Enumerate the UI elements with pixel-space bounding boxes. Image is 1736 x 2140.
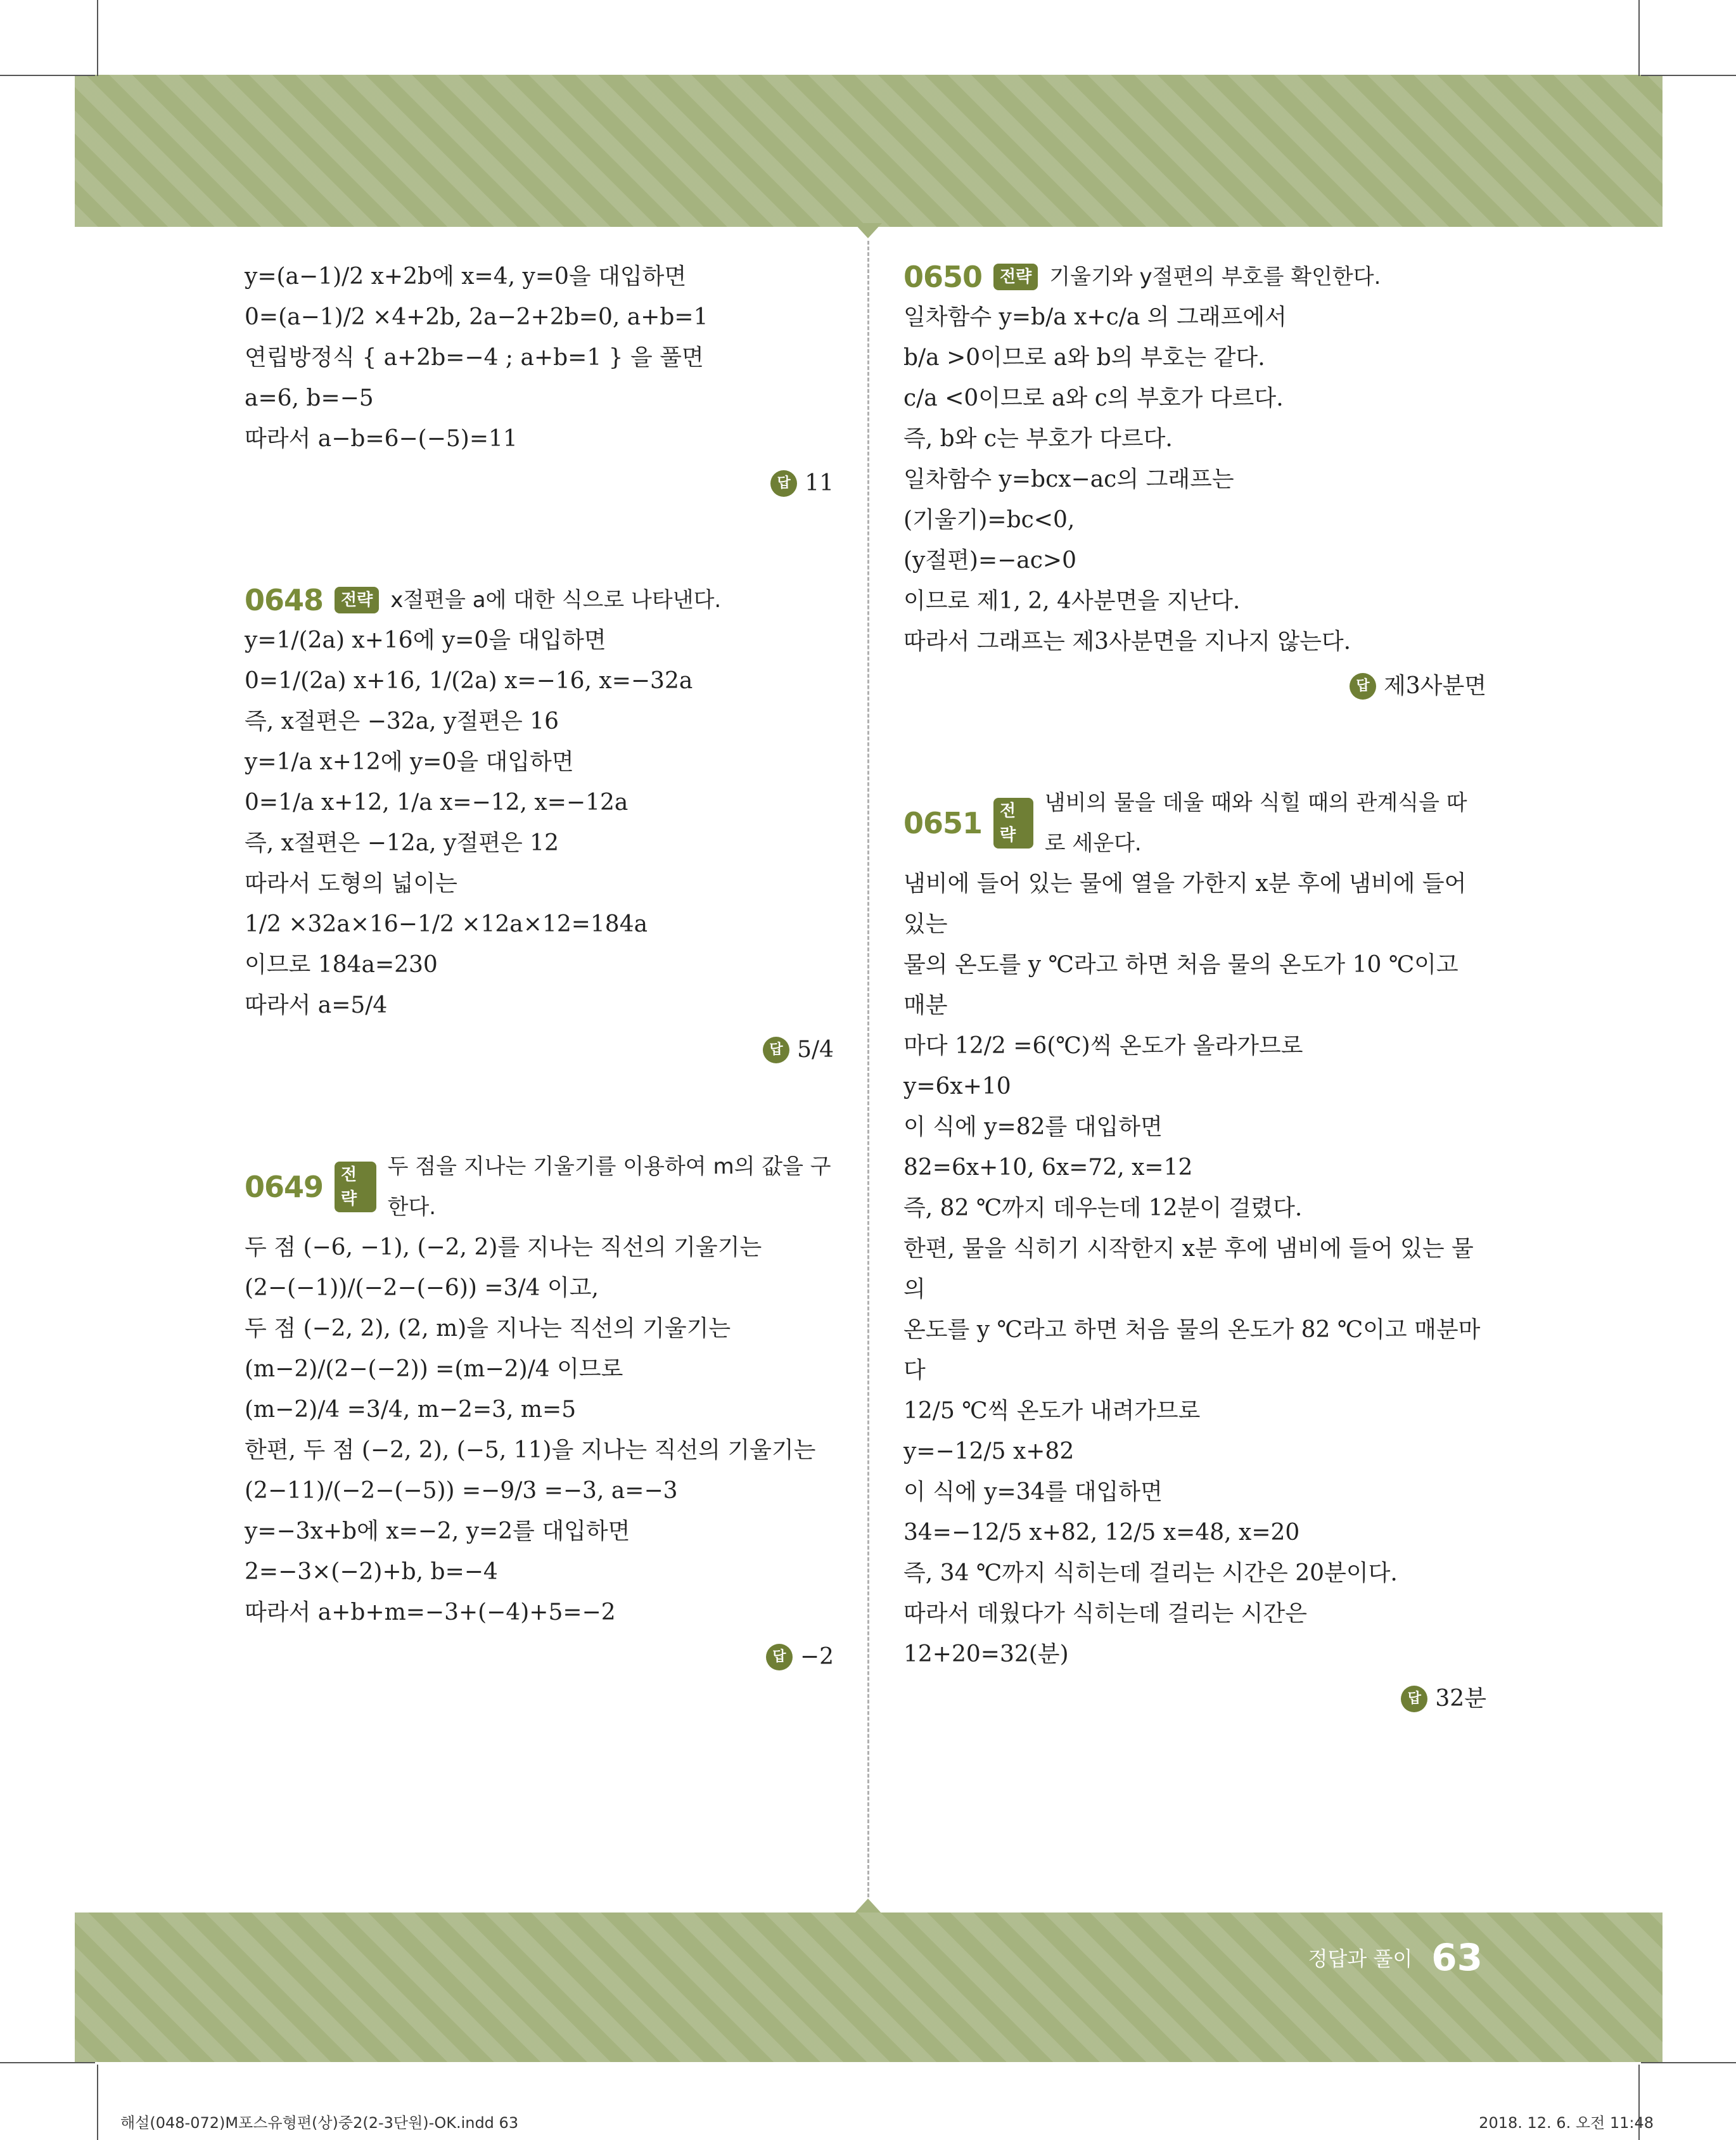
solution-line: 0=1/a x+12, 1/a x=−12, x=−12a	[245, 790, 629, 816]
solution-line: y=6x+10	[903, 1073, 1011, 1099]
solution-line: 한편, 두 점 (−2, 2), (−5, 11)을 지나는 직선의 기울기는	[245, 1437, 816, 1463]
problem-header	[245, 580, 834, 620]
header-notch	[854, 223, 882, 238]
solution-line: (y절편)=−ac>0	[903, 548, 1077, 573]
problem-number: 0650	[903, 260, 983, 294]
footer-notch	[854, 1899, 882, 1914]
solution-line: 82=6x+10, 6x=72, x=12	[903, 1155, 1193, 1181]
problem-0650	[903, 257, 1486, 707]
crop-mark	[1641, 2062, 1736, 2063]
answer-row	[245, 463, 834, 504]
problem-number: 0649	[245, 1170, 324, 1204]
problem-header	[903, 783, 1486, 864]
solution-line: 한편, 물을 식히기 시작한지 x분 후에 냄비에 들어 있는 물의	[903, 1236, 1474, 1302]
solution-line: 이 식에 y=34를 대입하면	[903, 1479, 1163, 1505]
problem-0651	[903, 783, 1486, 1719]
problem-number: 0651	[903, 806, 983, 840]
answer-row	[245, 1030, 834, 1070]
solution-line: 마다 12/2 =6(℃)씩 온도가 올라가므로	[903, 1033, 1303, 1059]
solution-line: 따라서 그래프는 제3사분면을 지나지 않는다.	[903, 629, 1351, 655]
solution-line: (2−(−1))/(−2−(−6)) =3/4 이고,	[245, 1275, 599, 1301]
strategy-text: 냄비의 물을 데울 때와 식힐 때의 관계식을 따로 세운다.	[1044, 790, 1467, 856]
answer-value: 32분	[1435, 1686, 1486, 1712]
solution-line: (m−2)/(2−(−2)) =(m−2)/4 이므로	[245, 1356, 623, 1382]
answer-row	[903, 1679, 1486, 1719]
solution-line: y=1/a x+12에 y=0을 대입하면	[245, 749, 574, 775]
solution-line: 즉, x절편은 −32a, y절편은 16	[245, 708, 559, 734]
solution-line: 따라서 a=5/4	[245, 992, 388, 1018]
answer-badge: 답	[766, 1644, 793, 1670]
solution-line: y=(a−1)/2 x+2b에 x=4, y=0을 대입하면	[245, 264, 687, 290]
problem-0649	[245, 1146, 834, 1677]
strategy-text: x절편을 a에 대한 식으로 나타낸다.	[390, 587, 722, 613]
column-divider	[867, 241, 869, 1897]
answer-value: 11	[805, 470, 834, 496]
solution-line: (2−11)/(−2−(−5)) =−9/3 =−3, a=−3	[245, 1478, 678, 1504]
crop-mark	[1638, 0, 1640, 76]
answer-badge: 답	[1350, 673, 1376, 700]
strategy-text: 기울기와 y절편의 부호를 확인한다.	[1049, 264, 1381, 290]
crop-mark	[97, 2065, 98, 2140]
strategy-badge: 전략	[993, 264, 1038, 290]
right-column	[903, 257, 1486, 1719]
solution-line: 두 점 (−6, −1), (−2, 2)를 지나는 직선의 기울기는	[245, 1234, 762, 1260]
page-number-block	[1308, 1936, 1483, 1979]
page-number: 63	[1431, 1936, 1483, 1979]
solution-line: (m−2)/4 =3/4, m−2=3, m=5	[245, 1397, 577, 1423]
problem-header	[903, 257, 1486, 297]
solution-line: (기울기)=bc<0,	[903, 507, 1075, 533]
solution-line: 즉, x절편은 −12a, y절편은 12	[245, 830, 559, 856]
solution-line: 즉, b와 c는 부호가 다르다.	[903, 426, 1173, 452]
answer-badge: 답	[770, 470, 797, 497]
solution-line: 따라서 a−b=6−(−5)=11	[245, 426, 518, 452]
strategy-badge: 전략	[993, 798, 1033, 849]
strategy-text: 두 점을 지나는 기울기를 이용하여 m의 값을 구한다.	[387, 1154, 831, 1220]
solution-line: 일차함수 y=b/a x+c/a 의 그래프에서	[903, 304, 1287, 330]
solution-line: 0=1/(2a) x+16, 1/(2a) x=−16, x=−32a	[245, 668, 693, 694]
strategy-badge: 전략	[335, 1162, 376, 1212]
solution-line: 따라서 도형의 넓이는	[245, 871, 457, 897]
solution-line: c/a <0이므로 a와 c의 부호가 다르다.	[903, 385, 1284, 411]
solution-line: 즉, 34 ℃까지 식히는데 걸리는 시간은 20분이다.	[903, 1560, 1398, 1586]
crop-mark	[97, 0, 98, 76]
solution-line: 이므로 제1, 2, 4사분면을 지난다.	[903, 588, 1241, 614]
solution-line: 이므로 184a=230	[245, 952, 438, 978]
left-column	[245, 257, 834, 1677]
solution-line: 두 점 (−2, 2), (2, m)을 지나는 직선의 기울기는	[245, 1316, 731, 1342]
solution-line: 0=(a−1)/2 ×4+2b, 2a−2+2b=0, a+b=1	[245, 304, 708, 330]
answer-badge: 답	[763, 1037, 789, 1063]
solution-line: 따라서 데웠다가 식히는데 걸리는 시간은	[903, 1601, 1307, 1627]
header-band	[75, 75, 1663, 227]
problem-header	[245, 1146, 834, 1227]
solution-line: 2=−3×(−2)+b, b=−4	[245, 1559, 498, 1585]
footer-timestamp: 2018. 12. 6. 오전 11:48	[1479, 2114, 1654, 2132]
solution-line: 연립방정식 { a+2b=−4 ; a+b=1 } 을 풀면	[245, 345, 704, 371]
solution-line: 물의 온도를 y ℃라고 하면 처음 물의 온도가 10 ℃이고 매분	[903, 952, 1458, 1018]
section-label: 정답과 풀이	[1308, 1947, 1413, 1971]
solution-line: y=−12/5 x+82	[903, 1438, 1075, 1464]
solution-line: 12+20=32(분)	[903, 1641, 1069, 1667]
crop-mark	[1641, 75, 1736, 76]
solution-line: y=1/(2a) x+16에 y=0을 대입하면	[245, 627, 606, 653]
solution-line: 즉, 82 ℃까지 데우는데 12분이 걸렸다.	[903, 1195, 1303, 1221]
solution-line: y=−3x+b에 x=−2, y=2를 대입하면	[245, 1518, 630, 1544]
solution-line: 온도를 y ℃라고 하면 처음 물의 온도가 82 ℃이고 매분마다	[903, 1317, 1481, 1383]
solution-line: 이 식에 y=82를 대입하면	[903, 1114, 1163, 1140]
answer-row	[903, 666, 1486, 707]
solution-line: 냄비에 들어 있는 물에 열을 가한지 x분 후에 냄비에 들어 있는	[903, 871, 1467, 937]
answer-value: −2	[800, 1644, 834, 1670]
crop-mark	[0, 2062, 95, 2063]
answer-row	[245, 1637, 834, 1677]
problem-number: 0648	[245, 583, 324, 617]
strategy-badge: 전략	[335, 587, 379, 613]
footer-band	[75, 1913, 1663, 2062]
solution-line: 12/5 ℃씩 온도가 내려가므로	[903, 1398, 1201, 1424]
answer-value: 5/4	[797, 1037, 834, 1063]
solution-line: a=6, b=−5	[245, 385, 374, 411]
problem-continuation	[245, 257, 834, 504]
solution-line: 34=−12/5 x+82, 12/5 x=48, x=20	[903, 1520, 1300, 1546]
solution-line: 1/2 ×32a×16−1/2 ×12a×12=184a	[245, 911, 648, 937]
footer-filename: 해설(048-072)M포스유형편(상)중2(2-3단원)-OK.indd 63	[120, 2114, 519, 2132]
solution-line: 일차함수 y=bcx−ac의 그래프는	[903, 466, 1234, 492]
problem-0648	[245, 580, 834, 1070]
crop-mark	[0, 75, 95, 76]
solution-line: b/a >0이므로 a와 b의 부호는 같다.	[903, 345, 1265, 371]
answer-badge: 답	[1401, 1686, 1427, 1712]
solution-line: 따라서 a+b+m=−3+(−4)+5=−2	[245, 1599, 616, 1625]
answer-value: 제3사분면	[1383, 673, 1486, 699]
